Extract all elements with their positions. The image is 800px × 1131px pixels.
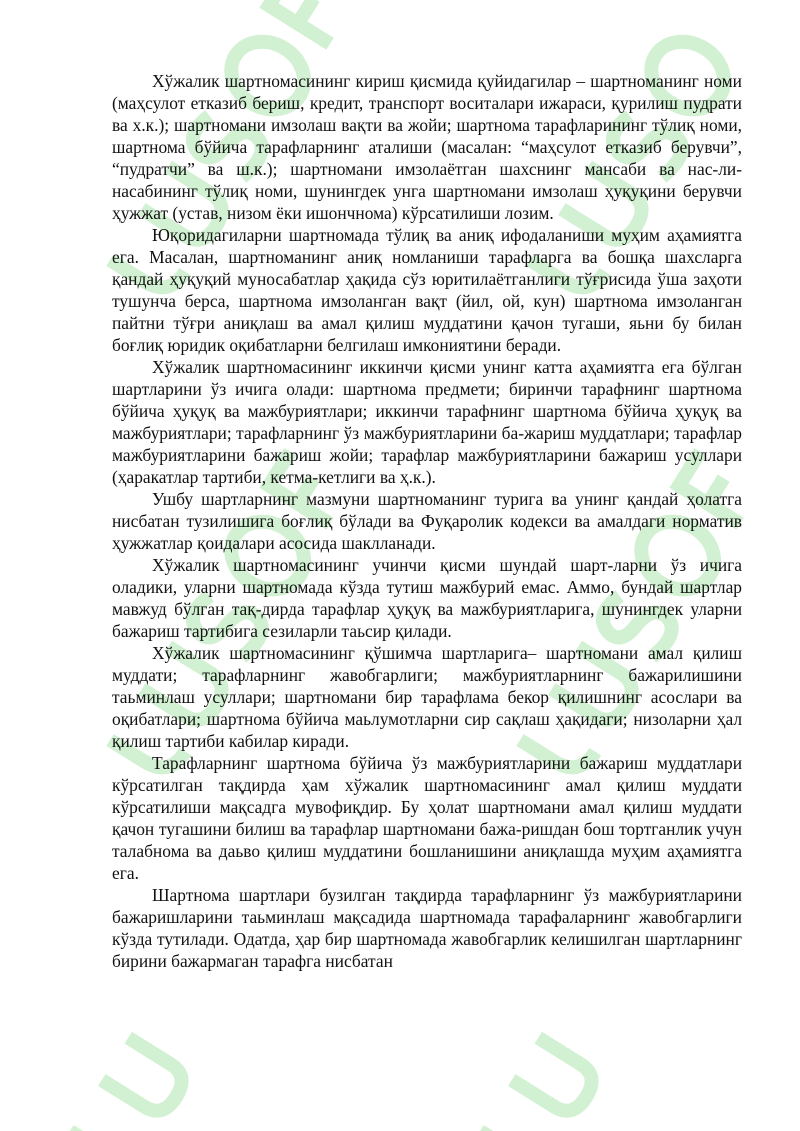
- paragraph-term-of-validity: Тарафларнинг шартнома бўйича ўз мажбуриятларини бажариш муддатлари кўрсатилган тақдирда ҳам хўжалик шартномасининг амал қилиш муддати кўрсатилиши мақсадга мувофиқдир. Бу ҳолат шартномани амал қилиш муддати қачон тугашини билиш ва тарафлар шартномани бажа-ришдан бош тортганлик учун талабнома ва даьво қилиш муддатини бошланишини аниқлашда муҳим аҳамиятга ега.: [112, 753, 742, 883]
- watermark-stroke: [269, 0, 351, 44]
- watermark-stroke: [102, 1038, 190, 1119]
- paragraph-liability: Шартнома шартлари бузилган тақдирда тарафларнинг ўз мажбуриятларини бажаришларини таьминлаш мақсадида шартномада тарафаларнинг жавобгарлиги кўзда тутилади. Одатда, ҳар бир шартномада жавобгарлик келишилган шартларнинг бирини бажармаган тарафга нисбатан: [112, 885, 742, 971]
- watermark-stroke: [70, 1106, 145, 1131]
- paragraph-content-of-terms: Ушбу шартларнинг мазмуни шартноманинг турига ва унинг қандай ҳолатга нисбатан тузилишига боғлиқ бўлади ва Фуқаролик кодекси ва амалдаги норматив ҳужжатлар қоидалари асосида шаклланади.: [112, 489, 742, 553]
- watermark-stroke: [480, 1106, 555, 1131]
- paragraph-additional-terms: Хўжалик шартномасининг қўшимча шартларига– шартномани амал қилиш муддати; тарафларнинг жавобгарлиги; мажбуриятларнинг бажарилишини таьминлаш усуллари; шартномани бир тарафлама бекор қилишнинг асослари ва оқибатлари; шартнома бўйича маьлумотларни сир сақлаш ҳақидаги; низоларни ҳал қилиш тартиби кабилар киради.: [112, 643, 742, 751]
- document-page: [112, 70, 742, 972]
- paragraph-importance: Юқоридагиларни шартномада тўлиқ ва аниқ ифодаланиши муҳим аҳамиятга ега. Масалан, шартноманинг аниқ номланиши тарафларга ва бошқа шахсларга қандай ҳуқуқий муносабатлар ҳақида сўз юритилаётганлиги тўғрисида ўша заҳоти тушунча берса, шартнома имзоланган вақт (йил, ой, кун) шартнома имзоланган пайтни тўғри аниқлаш ва амал қилиш муддатини қачон тугаши, яьни бу билан боғлиқ юридик оқибатларни белгилаш имкониятини беради.: [112, 225, 742, 355]
- paragraph-third-part: Хўжалик шартномасининг учинчи қисми шундай шарт-ларни ўз ичига оладики, уларни шартномада кўзда тутиш мажбурий емас. Аммо, бундай шартлар мавжуд бўлган тақ-дирда тарафлар ҳуқуқ ва мажбуриятларига, шунингдек уларни бажариш тартибига сезиларли таьсир қилади.: [112, 555, 742, 641]
- paragraph-intro-section: Хўжалик шартномасининг кириш қисмида қуйидагилар – шартноманинг номи (маҳсулот етказиб бериш, кредит, транспорт воситалари ижараси, қурилиш пудрати ва х.к.); шартномани имзолаш вақти ва жойи; шартнома тарафларининг тўлиқ номи, шартнома бўйича тарафларнинг аталиши (масалан: “маҳсулот етказиб берувчи”, “пудратчи” ва ш.к.); шартномани имзолаётган шахснинг мансаби ва нас-ли-насабининг тўлиқ номи, шунингдек унга шартномани имзолаш ҳуқуқини берувчи ҳужжат (устав, низом ёки ишончнома) кўрсатилиши лозим.: [112, 71, 742, 223]
- watermark-stroke: [512, 1038, 600, 1119]
- paragraph-second-part: Хўжалик шартномасининг иккинчи қисми унинг катта аҳамиятга ега бўлган шартларини ўз ичига олади: шартнома предмети; биринчи тарафнинг шартнома бўйича ҳуқуқ ва мажбуриятлари; иккинчи тарафнинг шартнома бўйича ҳуқуқ ва мажбуриятлари; тарафларнинг ўз мажбуриятларини ба-жариш муддатлари; тарафлар мажбуриятларини бажариш жойи; тарафлар мажбуриятларини бажариш усуллари (ҳаракатлар тартиби, кетма-кетлиги ва ҳ.к.).: [112, 357, 742, 487]
